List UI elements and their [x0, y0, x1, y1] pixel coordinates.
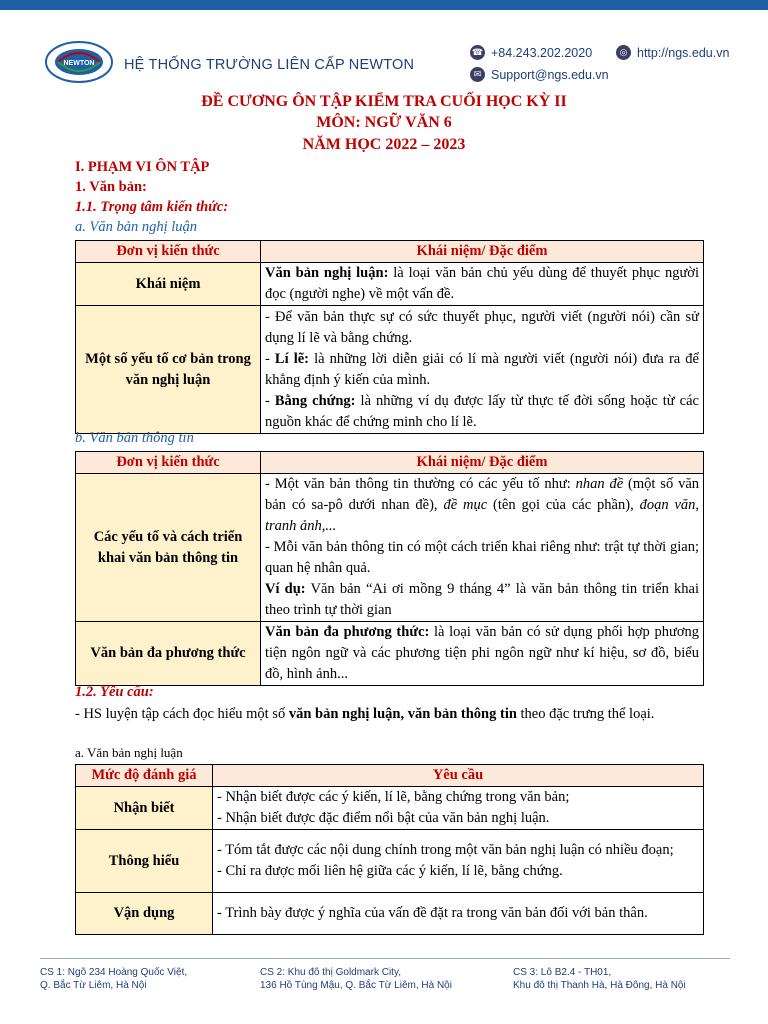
table-row	[76, 306, 704, 434]
row-content: - Trình bày được ý nghĩa của vấn đề đặt ra trong văn bản đối với bản thân.	[213, 893, 704, 935]
table-row	[76, 622, 704, 686]
row-label: Thông hiểu	[76, 830, 213, 893]
section-heading-1-1-1: 1.1. Trọng tâm kiến thức:	[75, 199, 229, 215]
row-label: Văn bản đa phương thức	[76, 622, 261, 686]
campus-1-address: CS 1: Ngõ 234 Hoàng Quốc Việt, Q. Bắc Từ Liêm, Hà Nội	[40, 967, 188, 991]
school-name: HỆ THỐNG TRƯỜNG LIÊN CẤP NEWTON	[124, 57, 415, 73]
table-row	[76, 787, 704, 830]
top-color-bar	[0, 0, 768, 10]
row-content: - Nhận biết được các ý kiến, lí lẽ, bằng chứng trong văn bản; - Nhận biết được đặc điểm nổi bật của văn bản nghị luận.	[213, 787, 704, 830]
subheading-req-a: a. Văn bản nghị luận	[75, 745, 183, 760]
section-heading-1-2: 1.2. Yêu cầu:	[75, 684, 154, 700]
email-contact[interactable]: ✉ Support@ngs.edu.vn	[470, 67, 609, 82]
doc-title-line-3: NĂM HỌC 2022 – 2023	[302, 136, 466, 153]
phone-contact: ☎ +84.243.202.2020	[471, 45, 593, 60]
table-row	[76, 830, 704, 893]
subheading-b: b. Văn bản thông tin	[75, 430, 194, 446]
school-logo	[44, 40, 114, 84]
section-heading-1-1: 1. Văn bản:	[75, 179, 147, 195]
row-label: Một số yếu tố cơ bản trong văn nghị luận	[76, 306, 261, 434]
row-content: - Một văn bản thông tin thường có các yếu tố như: nhan đề (một số văn bản có sa-pô dưới nhan đề), đề mục (tên gọi của các phần), đoạn văn, tranh ảnh,... - Mỗi văn bản thông tin có một cách triển khai riêng như: trật tự thời gian; quan hệ nhân quả. Ví dụ: Văn bản “Ai ơi mồng 9 tháng 4” là văn bản thông tin triển khai theo trình tự thời gian	[261, 474, 704, 622]
phone-icon: ☎	[470, 45, 485, 60]
table-requirements	[75, 764, 704, 935]
col-header-level: Mức độ đánh giá	[76, 765, 213, 787]
globe-icon: ◎	[616, 45, 631, 60]
website-contact[interactable]: ◎ http://ngs.edu.vn	[616, 45, 729, 60]
page-footer	[0, 958, 768, 1024]
col-header-unit: Đơn vị kiến thức	[76, 241, 261, 263]
doc-title-line-1: ĐỀ CƯƠNG ÔN TẬP KIỂM TRA CUỐI HỌC KỲ II	[201, 93, 567, 110]
table-argumentative	[75, 240, 704, 434]
requirement-paragraph: - HS luyện tập cách đọc hiểu một số văn bản nghị luận, văn bản thông tin theo đặc trưng thể loại.	[75, 706, 655, 722]
row-label: Vận dụng	[76, 893, 213, 935]
table-row	[76, 263, 704, 306]
row-content: Văn bản nghị luận: là loại văn bản chủ yếu dùng để thuyết phục người đọc (người nghe) về một vấn đề.	[261, 263, 704, 306]
svg-text:NEWTON: NEWTON	[63, 60, 95, 67]
doc-title-line-2: MÔN: NGỮ VĂN 6	[316, 114, 452, 131]
campus-3-address: CS 3: Lô B2.4 - TH01, Khu đô thị Thanh Hà, Hà Đông, Hà Nội	[513, 967, 686, 991]
row-content: - Tóm tắt được các nội dung chính trong một văn bản nghị luận có nhiều đoạn; - Chỉ ra được mối liên hệ giữa các ý kiến, lí lẽ, bằng chứng.	[213, 830, 704, 893]
col-header-requirement: Yêu cầu	[213, 765, 704, 787]
row-content: Văn bản đa phương thức: là loại văn bản có sử dụng phối hợp phương tiện ngôn ngữ và các phương tiện phi ngôn ngữ như kí hiệu, sơ đồ, biểu đồ, hình ảnh...	[261, 622, 704, 686]
mail-icon: ✉	[470, 67, 485, 82]
row-content: - Để văn bản thực sự có sức thuyết phục, người viết (người nói) cần sử dụng lí lẽ và bằng chứng. - Lí lẽ: là những lời diễn giải có lí mà người viết (người nói) đưa ra để khẳng định ý kiến của mình. - Bằng chứng: là những ví dụ được lấy từ thực tế đời sống hoặc từ các nguồn khác để chứng minh cho lí lẽ.	[261, 306, 704, 434]
table-row	[76, 893, 704, 935]
table-header-row	[76, 765, 704, 787]
subheading-a: a. Văn bản nghị luận	[75, 219, 198, 235]
table-header-row	[76, 241, 704, 263]
table-header-row	[76, 452, 704, 474]
row-label: Khái niệm	[76, 263, 261, 306]
row-label: Nhận biết	[76, 787, 213, 830]
table-row	[76, 474, 704, 622]
col-header-concept: Khái niệm/ Đặc điểm	[261, 452, 704, 474]
row-label: Các yếu tố và cách triển khai văn bản thông tin	[76, 474, 261, 622]
col-header-unit: Đơn vị kiến thức	[76, 452, 261, 474]
section-heading-1: I. PHẠM VI ÔN TẬP	[75, 159, 210, 175]
col-header-concept: Khái niệm/ Đặc điểm	[261, 241, 704, 263]
table-informational	[75, 451, 704, 686]
campus-2-address: CS 2: Khu đô thị Goldmark City, 136 Hồ Tùng Mậu, Q. Bắc Từ Liêm, Hà Nội	[260, 967, 452, 991]
